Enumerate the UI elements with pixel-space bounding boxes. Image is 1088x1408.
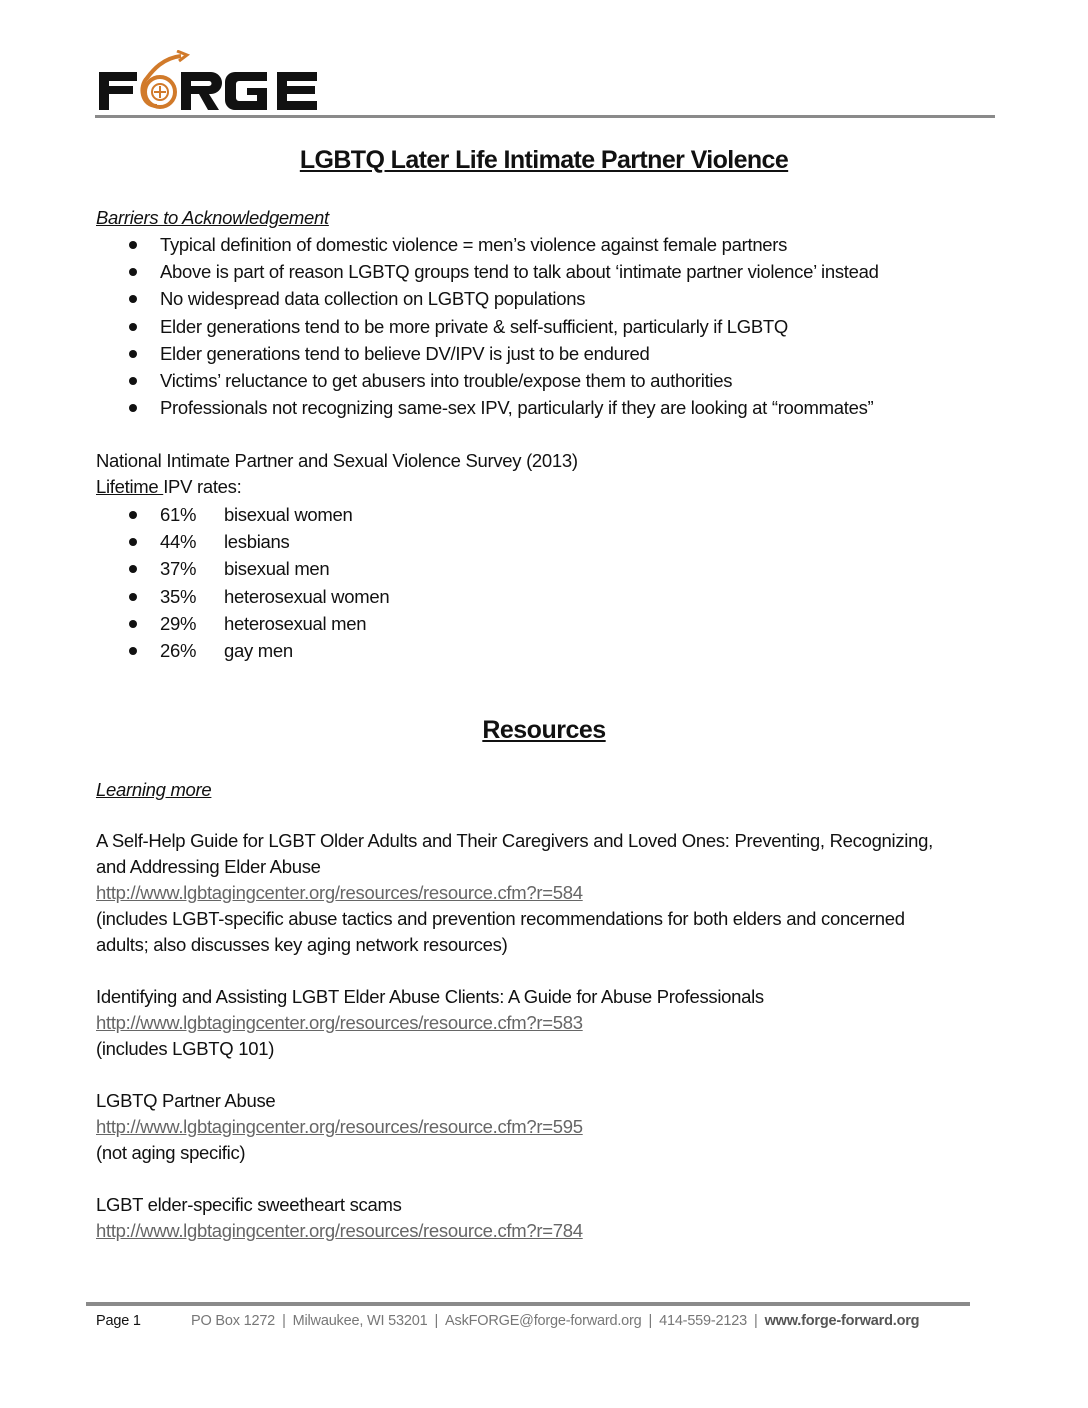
ipv-rates-list (96, 501, 389, 664)
page-footer (96, 1313, 919, 1329)
rate-group: lesbians (224, 531, 290, 553)
bullet-icon (129, 404, 137, 412)
footer-email[interactable]: AskFORGE@forge-forward.org (445, 1313, 642, 1329)
rate-group: heterosexual men (224, 612, 367, 634)
resource-note: (includes LGBT-specific abuse tactics and prevention recommendations for both elders and concerned (96, 908, 905, 929)
list-item: Professionals not recognizing same-sex IPV, particularly if they are looking at “roommates” (96, 394, 879, 421)
bullet-icon (129, 295, 137, 303)
bullet-icon (129, 268, 137, 276)
footer-website[interactable]: www.forge-forward.org (764, 1313, 920, 1329)
resource-title: LGBT elder-specific sweetheart scams (96, 1194, 402, 1215)
spiral-arrow-plus-icon (142, 51, 187, 107)
list-item: Elder generations tend to believe DV/IPV is just to be endured (96, 340, 879, 367)
footer-separator: | (434, 1313, 439, 1329)
resource-note-cont: adults; also discusses key aging network resources) (96, 934, 508, 955)
footer-city: Milwaukee, WI 53201 (292, 1313, 428, 1329)
list-item: Typical definition of domestic violence = men’s violence against female partners (96, 231, 879, 258)
bullet-icon (129, 565, 137, 573)
rate-percent: 26% (160, 640, 197, 662)
bullet-icon (129, 647, 137, 655)
list-item: Above is part of reason LGBTQ groups tend to talk about ‘intimate partner violence’ instead (96, 258, 879, 285)
bullet-icon (129, 620, 137, 628)
rate-percent: 37% (160, 558, 197, 580)
rate-group: heterosexual women (224, 585, 390, 607)
footer-separator: | (754, 1313, 758, 1329)
bullet-icon (129, 241, 137, 249)
bullet-icon (129, 350, 137, 358)
rate-item (96, 637, 389, 664)
footer-phone: 414-559-2123 (659, 1313, 747, 1329)
learning-more-heading: Learning more (96, 779, 212, 800)
rate-item (96, 501, 389, 528)
rate-percent: 44% (160, 531, 197, 553)
bullet-icon (129, 511, 137, 519)
list-item: Elder generations tend to be more private & self-sufficient, particularly if LGBTQ (96, 313, 879, 340)
resource-link[interactable]: http://www.lgbtagingcenter.org/resources/resource.cfm?r=583 (96, 1012, 583, 1033)
resources-title: Resources (482, 716, 606, 744)
bullet-icon (129, 323, 137, 331)
resource-title: A Self-Help Guide for LGBT Older Adults and Their Caregivers and Loved Ones: Preventing, Recognizing, (96, 830, 933, 851)
footer-address: PO Box 1272 (191, 1313, 276, 1329)
rate-item (96, 555, 389, 582)
header-divider (95, 115, 995, 118)
rate-item (96, 583, 389, 610)
rate-item (96, 528, 389, 555)
footer-separator: | (282, 1313, 286, 1329)
footer-divider (86, 1302, 970, 1306)
resource-note: (includes LGBTQ 101) (96, 1038, 275, 1059)
footer-separator: | (648, 1313, 653, 1329)
resource-note: (not aging specific) (96, 1142, 246, 1163)
rate-percent: 61% (160, 504, 197, 525)
rate-group: bisexual women (224, 504, 353, 525)
rate-group: bisexual men (224, 558, 330, 580)
page-title: LGBTQ Later Life Intimate Partner Violence (299, 146, 789, 174)
rate-percent: 29% (160, 612, 197, 634)
survey-source: National Intimate Partner and Sexual Violence Survey (2013) (96, 450, 578, 471)
survey-label (96, 474, 241, 500)
resource-link[interactable]: http://www.lgbtagingcenter.org/resources/resource.cfm?r=584 (96, 882, 583, 903)
forge-logo (97, 50, 319, 112)
forge-logo-graphic (97, 50, 319, 112)
resource-title: LGBTQ Partner Abuse (96, 1090, 276, 1111)
survey-label-lifetime: Lifetime (96, 476, 164, 497)
rate-item (96, 610, 389, 637)
page-number: Page 1 (96, 1313, 141, 1329)
rate-percent: 35% (160, 585, 197, 607)
resource-title: Identifying and Assisting LGBT Elder Abuse Clients: A Guide for Abuse Professionals (96, 986, 764, 1007)
resource-title-cont: and Addressing Elder Abuse (96, 856, 321, 877)
bullet-icon (129, 593, 137, 601)
survey-label-rest: IPV rates: (163, 476, 242, 497)
rate-group: gay men (224, 640, 293, 662)
barriers-list (96, 231, 879, 421)
bullet-icon (129, 377, 137, 385)
list-item: No widespread data collection on LGBTQ populations (96, 285, 879, 312)
bullet-icon (129, 538, 137, 546)
resource-link[interactable]: http://www.lgbtagingcenter.org/resources/resource.cfm?r=595 (96, 1116, 583, 1137)
list-item: Victims’ reluctance to get abusers into trouble/expose them to authorities (96, 367, 879, 394)
barriers-heading: Barriers to Acknowledgement (96, 207, 329, 228)
resource-link[interactable]: http://www.lgbtagingcenter.org/resources/resource.cfm?r=784 (96, 1220, 583, 1241)
